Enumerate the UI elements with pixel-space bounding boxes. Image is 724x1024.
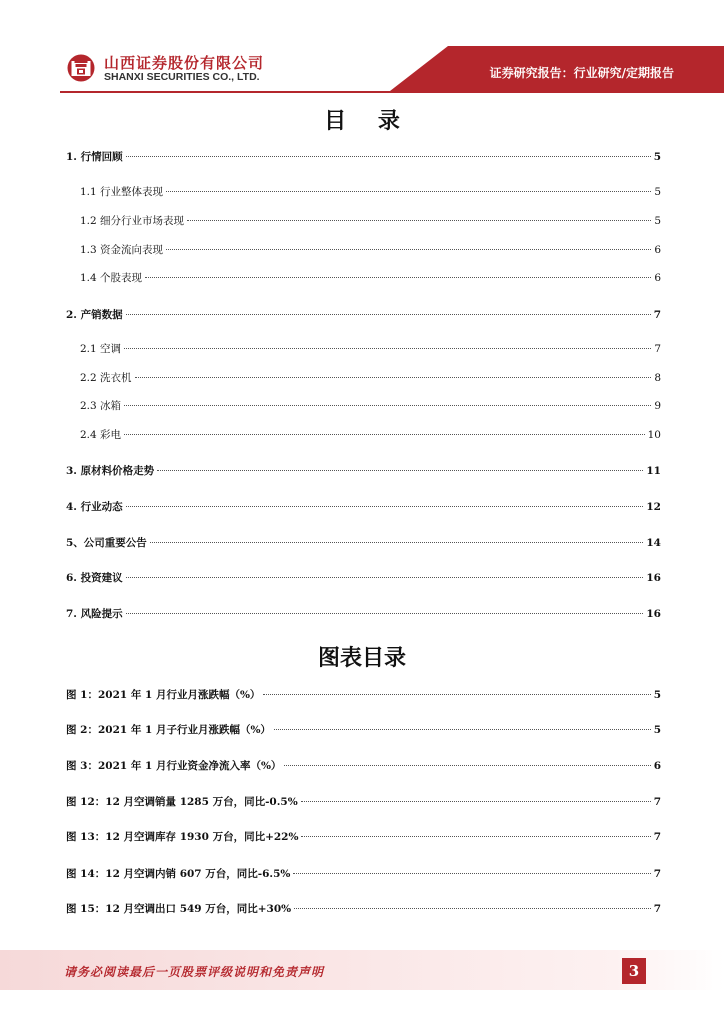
toc-entry-label: 1.3 资金流向表现 (80, 244, 164, 256)
toc-entry-label: 1.2 细分行业市场表现 (80, 215, 185, 227)
leader-dots (124, 405, 651, 406)
company-name-en: SHANXI SECURITIES CO., LTD. (104, 71, 260, 83)
toc-entry-page: 16 (646, 608, 661, 620)
toc-entry-page: 5 (654, 186, 661, 198)
toc-entry-page: 16 (646, 572, 661, 584)
toc-entry[interactable] (66, 463, 661, 481)
toc-entry-page: 9 (654, 400, 661, 412)
shanxi-securities-logo-icon (66, 53, 96, 83)
leader-dots (301, 801, 651, 802)
toc-entry-label: 2.2 洗衣机 (80, 372, 132, 384)
figure-entry-label: 图 13：12 月空调库存 1930 万台，同比+22% (66, 831, 299, 843)
figure-entry[interactable] (66, 722, 661, 740)
toc-entry-page: 12 (646, 501, 661, 513)
toc-title: 目 录 (324, 109, 412, 134)
figure-entry-page: 7 (653, 796, 661, 808)
company-name-cn: 山西证券股份有限公司 (104, 54, 265, 72)
toc-entry-page: 5 (654, 215, 661, 227)
toc-entry-page: 6 (654, 244, 661, 256)
toc-entry[interactable] (80, 398, 661, 416)
toc-entry-page: 5 (653, 151, 661, 163)
figure-entry[interactable] (66, 901, 661, 919)
toc-entry-label: 1. 行情回顾 (66, 151, 123, 163)
toc-entry[interactable] (80, 270, 661, 288)
toc-entry-label: 1.4 个股表现 (80, 272, 143, 284)
figure-entry[interactable] (66, 829, 661, 847)
toc-entry-label: 2.1 空调 (80, 343, 122, 355)
figures-title: 图表目录 (317, 646, 406, 671)
toc-entry-label: 3. 原材料价格走势 (66, 465, 155, 477)
toc-entry[interactable] (80, 242, 661, 260)
page-number: 3 (622, 958, 646, 984)
leader-dots (294, 908, 651, 909)
footer-disclaimer: 请务必阅读最后一页股票评级说明和免责声明 (64, 965, 325, 979)
toc-entry[interactable] (80, 427, 661, 445)
figure-entry[interactable] (66, 687, 661, 705)
toc-entry[interactable] (66, 149, 661, 167)
figure-entry-label: 图 1：2021 年 1 月行业月涨跌幅（%） (66, 689, 261, 701)
leader-dots (157, 470, 643, 471)
toc-entry-label: 7. 风险提示 (66, 608, 123, 620)
toc-entry-page: 11 (646, 465, 661, 477)
leader-dots (301, 836, 650, 837)
leader-dots (124, 348, 651, 349)
toc-entry-label: 2.4 彩电 (80, 429, 122, 441)
toc-entry[interactable] (80, 213, 661, 231)
leader-dots (263, 694, 650, 695)
figure-entry[interactable] (66, 758, 661, 776)
leader-dots (166, 191, 651, 192)
leader-dots (126, 506, 644, 507)
toc-entry[interactable] (80, 370, 661, 388)
leader-dots (293, 873, 650, 874)
figure-entry-page: 7 (653, 868, 661, 880)
figure-entry-page: 7 (653, 831, 661, 843)
toc-entry-label: 5、公司重要公告 (66, 537, 147, 549)
figure-entry-label: 图 12：12 月空调销量 1285 万台，同比-0.5% (66, 796, 298, 808)
toc-entry-page: 14 (646, 537, 661, 549)
leader-dots (145, 277, 651, 278)
toc-entry-page: 7 (654, 343, 661, 355)
toc-entry-label: 2. 产销数据 (66, 309, 123, 321)
figure-entry-page: 5 (653, 724, 661, 736)
toc-entry[interactable] (66, 570, 661, 588)
toc-entry-page: 8 (654, 372, 661, 384)
toc-entry-page: 6 (654, 272, 661, 284)
figure-entry[interactable] (66, 794, 661, 812)
toc-entry[interactable] (66, 307, 661, 325)
figure-entry-label: 图 14：12 月空调内销 607 万台，同比-6.5% (66, 868, 291, 880)
leader-dots (126, 577, 644, 578)
toc-entry-label: 1.1 行业整体表现 (80, 186, 164, 198)
leader-dots (126, 156, 651, 157)
header-divider (60, 91, 724, 93)
leader-dots (166, 249, 651, 250)
page-header (0, 0, 724, 100)
toc-entry[interactable] (80, 184, 661, 202)
toc-entry-page: 7 (653, 309, 661, 321)
toc-entry-label: 6. 投资建议 (66, 572, 123, 584)
toc-entry[interactable] (66, 535, 661, 553)
figure-entry-label: 图 15：12 月空调出口 549 万台，同比+30% (66, 903, 292, 915)
toc-entry[interactable] (80, 341, 661, 359)
figure-entry[interactable] (66, 866, 661, 884)
figure-entry-label: 图 2：2021 年 1 月子行业月涨跌幅（%） (66, 724, 271, 736)
figure-entry-page: 7 (653, 903, 661, 915)
toc-entry-page: 10 (647, 429, 661, 441)
leader-dots (284, 765, 650, 766)
leader-dots (124, 434, 645, 435)
toc-entry-label: 2.3 冰箱 (80, 400, 122, 412)
leader-dots (126, 314, 651, 315)
leader-dots (126, 613, 644, 614)
toc-entry[interactable] (66, 499, 661, 517)
toc-entry-label: 4. 行业动态 (66, 501, 123, 513)
leader-dots (187, 220, 651, 221)
leader-dots (150, 542, 644, 543)
figure-entry-page: 5 (653, 689, 661, 701)
leader-dots (135, 377, 652, 378)
report-type: 证券研究报告：行业研究/定期报告 (489, 66, 674, 80)
figure-entry-label: 图 3：2021 年 1 月行业资金净流入率（%） (66, 760, 282, 772)
figure-entry-page: 6 (653, 760, 661, 772)
leader-dots (274, 729, 651, 730)
toc-entry[interactable] (66, 606, 661, 624)
